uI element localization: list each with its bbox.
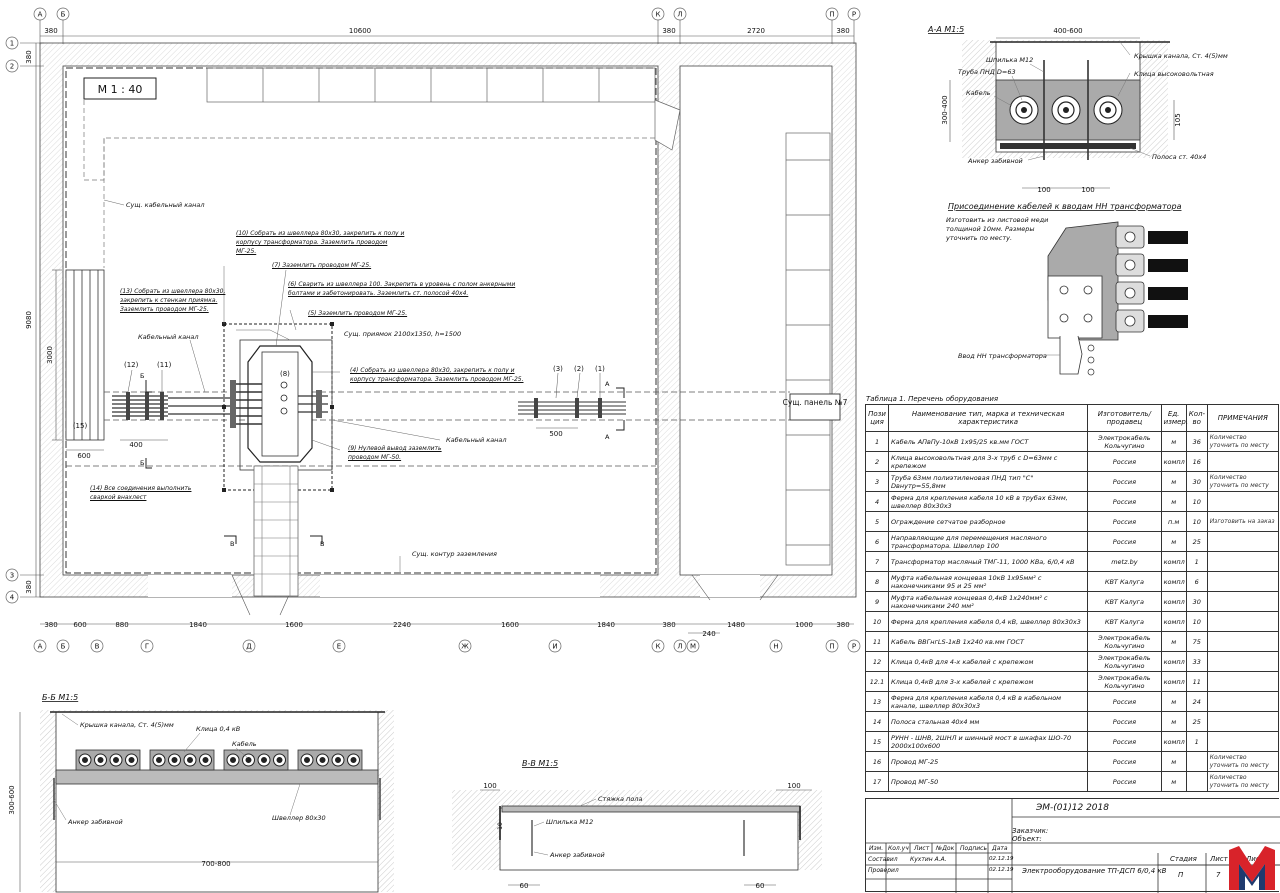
sheet-label: Лист xyxy=(1210,855,1228,863)
section-mark-a: А xyxy=(605,433,610,441)
table-cell: 1 xyxy=(866,432,889,452)
label: Клица 0,4 кВ xyxy=(196,725,241,733)
composed-label: Составил xyxy=(868,856,898,863)
dim-text: 400-600 xyxy=(1053,27,1083,35)
table-cell xyxy=(1207,612,1278,632)
table-cell: 17 xyxy=(866,772,889,792)
inlet-label: Ввод НН трансформатора xyxy=(958,352,1047,360)
hdr-list: Лист xyxy=(914,845,930,852)
table-cell: Кабель ВВГнгLS-1кВ 1х240 кв.мм ГОСТ xyxy=(889,632,1088,652)
table-cell: компл xyxy=(1161,652,1186,672)
section-aa-title: А-А М1:5 xyxy=(928,25,965,34)
label: Швеллер 80х30 xyxy=(272,814,326,822)
table-cell: п.м xyxy=(1161,512,1186,532)
scale-label: М 1 : 40 xyxy=(97,83,143,96)
table-cell: 13 xyxy=(866,692,889,712)
table-cell: Россия xyxy=(1088,752,1161,772)
col-header: Кол-во xyxy=(1186,405,1207,432)
table-cell xyxy=(1207,732,1278,752)
table-cell: Направляющие для перемещения масляного трансформатора. Швеллер 100 xyxy=(889,532,1088,552)
table-cell: РУНН - ШНВ, 2ШНЛ и шинный мост в шкафах ШО-70 2000х100х600 xyxy=(889,732,1088,752)
cable-core-icon xyxy=(203,758,208,763)
connection-title: Присоединение кабелей к вводам НН трансформатора xyxy=(948,202,1182,211)
callout-11: (11) xyxy=(157,361,172,369)
dim-text: 1600 xyxy=(285,621,303,629)
doc-code: ЭМ-(01)12 2018 xyxy=(1036,803,1109,813)
callout-15: (15) xyxy=(72,422,88,430)
table-cell xyxy=(1207,452,1278,472)
table-cell: Провод МГ-50 xyxy=(889,772,1088,792)
dim-text: 380 xyxy=(44,27,58,35)
cable-core-icon xyxy=(351,758,356,763)
table-cell: компл xyxy=(1161,552,1186,572)
callout-2: (2) xyxy=(574,365,584,373)
table-cell: 24 xyxy=(1186,692,1207,712)
cable-core-icon xyxy=(114,758,119,763)
dim-text: 380 xyxy=(662,621,676,629)
table-cell: 33 xyxy=(1186,652,1207,672)
table-row xyxy=(866,592,1279,612)
axis-label: 2 xyxy=(9,62,15,71)
table-row xyxy=(866,692,1279,712)
equipment-table xyxy=(865,404,1279,792)
dim-text: 10600 xyxy=(348,27,372,35)
section-aa xyxy=(927,25,1228,194)
table-cell: 1 xyxy=(1186,552,1207,572)
table-cell: компл xyxy=(1161,672,1186,692)
cable-core-icon xyxy=(320,758,325,763)
table-cell: КВТ Калуга xyxy=(1088,612,1161,632)
axis-label: 4 xyxy=(9,593,15,602)
axis-label: В xyxy=(94,642,100,651)
cable-core-icon xyxy=(277,758,282,763)
axis-label: Л xyxy=(677,642,683,651)
axis-label: Е xyxy=(336,642,342,651)
cable-core-icon xyxy=(129,758,134,763)
table-cell: Полоса стальная 40х4 мм xyxy=(889,712,1088,732)
table-row xyxy=(866,432,1279,452)
dim-text: 1840 xyxy=(189,621,207,629)
table-cell: Количество уточнить по месту xyxy=(1207,772,1278,792)
customer-label: Заказчик: xyxy=(1012,827,1049,835)
sheet-value: 7 xyxy=(1216,871,1221,879)
left-cable-shelf xyxy=(66,270,104,440)
table-row xyxy=(866,452,1279,472)
table-cell: 4 xyxy=(866,492,889,512)
table-cell: м xyxy=(1161,472,1186,492)
dim-text: 1000 xyxy=(795,621,813,629)
table-cell: КВТ Калуга xyxy=(1088,572,1161,592)
axis-label: П xyxy=(829,642,835,651)
dim-text: 105 xyxy=(1174,113,1182,127)
table-cell: Россия xyxy=(1088,732,1161,752)
table-cell xyxy=(1207,592,1278,612)
table-cell: 30 xyxy=(1186,472,1207,492)
label: Труба ПНД D=63 xyxy=(958,68,1016,76)
table-cell: 5 xyxy=(866,512,889,532)
dim-text: 240 xyxy=(702,630,716,638)
table-cell: м xyxy=(1161,772,1186,792)
table-cell xyxy=(1207,552,1278,572)
note-4: (4) Собрать из швеллера 80х30, закрепить к полу и корпусу трансформатора. Заземлить проводом МГ-25. xyxy=(350,367,524,383)
axis-label: Р xyxy=(851,642,857,651)
table-cell: Ферма для крепления кабеля 0,4 кВ в кабельном канале, швеллер 80х30х3 xyxy=(889,692,1088,712)
section-mark-b: Б xyxy=(140,459,145,467)
cable-core-icon xyxy=(172,758,177,763)
table-header-row xyxy=(866,405,1279,432)
label: Крышка канала, Ст. 4(5)мм xyxy=(80,721,174,729)
table-cell: Количество уточнить по месту xyxy=(1207,432,1278,452)
axis-bubbles-bottom xyxy=(34,640,860,652)
section-mark-b: Б xyxy=(140,372,145,380)
table-cell: 15 xyxy=(866,732,889,752)
table-cell: компл xyxy=(1161,452,1186,472)
table-cell: м xyxy=(1161,492,1186,512)
cable-core-icon xyxy=(98,758,103,763)
table-row xyxy=(866,752,1279,772)
dim-text: 100 xyxy=(1037,186,1051,194)
label-cable-channel-2: Кабельный канал xyxy=(446,436,507,444)
table-row xyxy=(866,632,1279,652)
table-cell: 10 xyxy=(866,612,889,632)
axis-label: А xyxy=(37,642,43,651)
table-cell: 16 xyxy=(1186,452,1207,472)
axis-label: М xyxy=(689,642,697,651)
table-cell: Россия xyxy=(1088,772,1161,792)
axis-label: К xyxy=(655,642,661,651)
table-cell: м xyxy=(1161,632,1186,652)
cable-core-icon xyxy=(83,758,88,763)
table-cell: м xyxy=(1161,692,1186,712)
section-mark-v: В xyxy=(320,540,325,548)
table-cell: 7 xyxy=(866,552,889,572)
connection-detail xyxy=(946,202,1188,375)
dim-text: 380 xyxy=(836,621,850,629)
note-6: (6) Сварить из швеллера 100. Закрепить в уровень с полом анкерными болтами и забетонировать. Заземлить ст. полосой 40х4. xyxy=(288,281,516,297)
axis-label: 3 xyxy=(9,571,15,580)
callout-12: (12) xyxy=(124,361,139,369)
table-cell xyxy=(1207,652,1278,672)
col-header: Пози ция xyxy=(866,405,889,432)
col-header: Наименование тип, марка и техническая характеристика xyxy=(889,405,1088,432)
table-cell: Россия xyxy=(1088,452,1161,472)
dim-text: 3000 xyxy=(46,346,54,364)
panel-label: Сущ. панель №7 xyxy=(782,398,848,407)
note-9: (9) Нулевой вывод заземлить проводом МГ-50. xyxy=(348,445,442,461)
dim-text: 380 xyxy=(25,580,33,594)
table-cell: Муфта кабельная концевая 10кВ 1х95мм² с наконечниками 95 и 25 мм² xyxy=(889,572,1088,592)
table-cell: м xyxy=(1161,432,1186,452)
composed-name: Кухтин А.А. xyxy=(910,856,947,863)
label-pit: Сущ. приямок 2100х1350, h=1500 xyxy=(344,330,462,338)
table-cell: КВТ Калуга xyxy=(1088,592,1161,612)
dim-text: 400 xyxy=(129,441,143,449)
table-row xyxy=(866,612,1279,632)
dim-text: 600 xyxy=(73,621,87,629)
cable-core-icon xyxy=(157,758,162,763)
dim-text: 700-800 xyxy=(201,860,231,868)
table-cell: 3 xyxy=(866,472,889,492)
axis-label: Р xyxy=(851,10,857,19)
table-cell: 11 xyxy=(866,632,889,652)
axis-label: Л xyxy=(677,10,683,19)
hdr-doc: №Док xyxy=(936,845,955,852)
title-block xyxy=(865,798,1279,892)
dim-text: 60 xyxy=(519,882,529,890)
label: Анкер забивной xyxy=(550,851,605,859)
table-cell: Электрокабель Кольчугино xyxy=(1088,672,1161,692)
table-cell: 10 xyxy=(1186,612,1207,632)
dim-text: 300-600 xyxy=(8,785,16,815)
dim-text: 600 xyxy=(77,452,91,460)
table-cell xyxy=(1207,572,1278,592)
dim-text: 100 xyxy=(787,782,801,790)
table-cell: Клица высоковольтная для 3-х труб с D=63мм с крепежом xyxy=(889,452,1088,472)
table-row xyxy=(866,472,1279,492)
label: Кабель xyxy=(232,740,257,748)
dimensions-top xyxy=(40,20,854,44)
dim-text: 300-400 xyxy=(941,95,949,125)
section-vv-title: В-В М1:5 xyxy=(522,759,559,768)
label: Шпилька М12 xyxy=(986,56,1034,64)
table-cell xyxy=(1186,752,1207,772)
axis-bubbles-left xyxy=(6,37,18,603)
table-cell: Россия xyxy=(1088,692,1161,712)
table-cell: 10 xyxy=(1186,492,1207,512)
label: Кабель xyxy=(966,89,991,97)
table-cell: Клица 0,4кВ для 3-х кабелей с крепежом xyxy=(889,672,1088,692)
table-cell: 11 xyxy=(1186,672,1207,692)
table-cell: Электрокабель Кольчугино xyxy=(1088,652,1161,672)
table-cell: 36 xyxy=(1186,432,1207,452)
note-7: (7) Заземлить проводом МГ-25. xyxy=(272,262,372,269)
callout-8: (8) xyxy=(280,370,290,378)
checked-label: Проверил xyxy=(868,867,899,874)
table-cell xyxy=(1207,712,1278,732)
note-14: (14) Все соединения выполнить сваркой внахлест xyxy=(90,485,192,501)
label: Клица высоковольтная xyxy=(1134,70,1214,78)
note-13: (13) Собрать из швеллера 80х30, закрепить к стенкам приямка. Заземлить проводом МГ-25. xyxy=(120,288,226,313)
m-logo-icon xyxy=(1226,844,1278,892)
table-body xyxy=(866,432,1279,792)
dim-text: 380 xyxy=(662,27,676,35)
col-header: ПРИМЕЧАНИЯ xyxy=(1207,405,1278,432)
note-10: (10) Собрать из швеллера 80х30, закрепить к полу и корпусу трансформатора. Заземлить проводом МГ-25. xyxy=(236,230,405,255)
axis-label: Ж xyxy=(461,642,469,651)
axis-label: П xyxy=(829,10,835,19)
table-cell: Россия xyxy=(1088,492,1161,512)
table-row xyxy=(866,512,1279,532)
hdr-kol: Кол.уч xyxy=(888,845,909,852)
table-cell: Провод МГ-25 xyxy=(889,752,1088,772)
cable-core-icon xyxy=(231,758,236,763)
label-cable-channel: Кабельный канал xyxy=(138,333,199,341)
hdr-sign: Подпись xyxy=(960,845,987,852)
table-cell: компл xyxy=(1161,612,1186,632)
label: Стяжка пола xyxy=(598,795,643,803)
table-cell: metz.by xyxy=(1088,552,1161,572)
table-cell: Россия xyxy=(1088,512,1161,532)
label: Анкер забивной xyxy=(968,157,1023,165)
table-cell: Россия xyxy=(1088,532,1161,552)
dimensions-bottom xyxy=(44,621,849,638)
table-cell: м xyxy=(1161,712,1186,732)
table-cell: Изготовить на заказ xyxy=(1207,512,1278,532)
table-cell xyxy=(1207,672,1278,692)
object-label: Объект: xyxy=(1012,835,1042,843)
cable-core-icon xyxy=(305,758,310,763)
callout-3: (3) xyxy=(553,365,563,373)
table-cell: 6 xyxy=(1186,572,1207,592)
col-header: Ед. измер. xyxy=(1161,405,1186,432)
label: Полоса ст. 40х4 xyxy=(1152,153,1207,161)
table-cell: 75 xyxy=(1186,632,1207,652)
axis-label: Б xyxy=(60,642,66,651)
axis-label: Г xyxy=(144,642,150,651)
axis-label: 1 xyxy=(9,39,15,48)
table-cell: 14 xyxy=(866,712,889,732)
table-cell: Количество уточнить по месту xyxy=(1207,472,1278,492)
connection-note: Изготовить из листовой меди толщиной 10мм. Размеры уточнить по месту. xyxy=(946,216,1049,242)
checked-date: 02.12.19 xyxy=(989,867,1014,873)
composed-date: 02.12.19 xyxy=(989,856,1014,862)
table-cell: м xyxy=(1161,752,1186,772)
cable-core-icon xyxy=(262,758,267,763)
dim-text: 60 xyxy=(755,882,765,890)
table-cell: м xyxy=(1161,532,1186,552)
dim-text: 1480 xyxy=(727,621,745,629)
table-cell: 2 xyxy=(866,452,889,472)
table-row xyxy=(866,672,1279,692)
label: Шпилька М12 xyxy=(546,818,594,826)
table-cell: Муфта кабельная концевая 0,4кВ 1х240мм² с наконечниками 240 мм² xyxy=(889,592,1088,612)
label: Анкер забивной xyxy=(68,818,123,826)
table-cell xyxy=(1207,492,1278,512)
section-vv xyxy=(452,759,822,890)
axis-label: Б xyxy=(60,10,66,19)
dim-text: 880 xyxy=(115,621,129,629)
dim-text: 380 xyxy=(44,621,58,629)
table-cell xyxy=(1207,692,1278,712)
table-cell: Россия xyxy=(1088,712,1161,732)
table-cell: 1 xyxy=(1186,732,1207,752)
table-row xyxy=(866,572,1279,592)
table-cell: компл xyxy=(1161,732,1186,752)
table-row xyxy=(866,772,1279,792)
table-cell: Кабель АПвПу-10кВ 1х95/25 кв.мм ГОСТ xyxy=(889,432,1088,452)
dim-text: 2720 xyxy=(747,27,765,35)
dim-text: 100 xyxy=(483,782,497,790)
table-cell xyxy=(1207,632,1278,652)
note-5: (5) Заземлить проводом МГ-25. xyxy=(308,310,408,317)
axis-label: Н xyxy=(773,642,779,651)
dim-text: 10 xyxy=(497,822,504,830)
dim-text: 2240 xyxy=(393,621,411,629)
cable-core-icon xyxy=(246,758,251,763)
label-ground-contour: Сущ. контур заземления xyxy=(412,550,497,558)
axis-label: А xyxy=(37,10,43,19)
cable-core-icon xyxy=(336,758,341,763)
label-existing-channel: Сущ. кабельный канал xyxy=(126,201,205,209)
table-row xyxy=(866,732,1279,752)
dim-text: 500 xyxy=(549,430,563,438)
axis-bubbles-top xyxy=(34,8,860,20)
dim-text: 9080 xyxy=(25,311,33,329)
axis-label: К xyxy=(655,10,661,19)
section-mark-v: В xyxy=(230,540,235,548)
table-row xyxy=(866,492,1279,512)
table-row xyxy=(866,552,1279,572)
table-cell: 12.1 xyxy=(866,672,889,692)
table-cell: Ферма для крепления кабеля 0,4 кВ, швеллер 80х30х3 xyxy=(889,612,1088,632)
table-row xyxy=(866,652,1279,672)
cable-core-icon xyxy=(188,758,193,763)
description: Электрооборудование ТП-ДСП 6/0,4 кВ xyxy=(1022,867,1167,875)
axis-label: Д xyxy=(246,642,252,651)
dim-text: 1840 xyxy=(597,621,615,629)
table-cell xyxy=(1207,532,1278,552)
table-cell: Электрокабель Кольчугино xyxy=(1088,432,1161,452)
table-cell: Ограждение сетчатое разборное xyxy=(889,512,1088,532)
table-cell xyxy=(1186,772,1207,792)
section-bb-title: Б-Б М1:5 xyxy=(42,693,79,702)
table-cell: 25 xyxy=(1186,532,1207,552)
dim-text: 100 xyxy=(1081,186,1095,194)
table-row xyxy=(866,532,1279,552)
table-cell: 6 xyxy=(866,532,889,552)
table-cell: 9 xyxy=(866,592,889,612)
equipment-table-wrap xyxy=(865,404,1279,808)
table-cell: 30 xyxy=(1186,592,1207,612)
table-cell: Труба 63мм полиэтиленовая ПНД тип "С" Dвнутр=55,8мм xyxy=(889,472,1088,492)
dim-text: 380 xyxy=(836,27,850,35)
table-cell: 12 xyxy=(866,652,889,672)
table-cell: Россия xyxy=(1088,472,1161,492)
table-cell: 8 xyxy=(866,572,889,592)
label: Крышка канала, Ст. 4(5)мм xyxy=(1134,52,1228,60)
table-cell: 25 xyxy=(1186,712,1207,732)
table-cell: компл xyxy=(1161,592,1186,612)
hdr-izm: Изм. xyxy=(869,845,884,852)
table-row xyxy=(866,712,1279,732)
axis-label: И xyxy=(552,642,558,651)
table-cell: Ферма для крепления кабеля 10 кВ в трубах 63мм, швеллер 80х30х3 xyxy=(889,492,1088,512)
callout-1: (1) xyxy=(595,365,605,373)
col-header: Изготовитель/продавец xyxy=(1088,405,1161,432)
table-cell: 16 xyxy=(866,752,889,772)
table-cell: Клица 0,4кВ для 4-х кабелей с крепежом xyxy=(889,652,1088,672)
dim-text: 1600 xyxy=(501,621,519,629)
table-caption: Таблица 1. Перечень оборудования xyxy=(866,395,999,403)
table-cell: 10 xyxy=(1186,512,1207,532)
floor-plan xyxy=(6,8,860,652)
table-cell: Количество уточнить по месту xyxy=(1207,752,1278,772)
hdr-date: Дата xyxy=(992,845,1008,852)
table-cell: Электрокабель Кольчугино xyxy=(1088,632,1161,652)
table-cell: компл xyxy=(1161,572,1186,592)
stage-label: Стадия xyxy=(1170,855,1197,863)
stage-value: П xyxy=(1178,871,1184,879)
dim-text: 380 xyxy=(25,50,33,64)
table-cell: Трансформатор масляный ТМГ-11, 1000 КВа, 6/0,4 кВ xyxy=(889,552,1088,572)
section-bb xyxy=(8,693,394,892)
section-mark-a: А xyxy=(605,380,610,388)
